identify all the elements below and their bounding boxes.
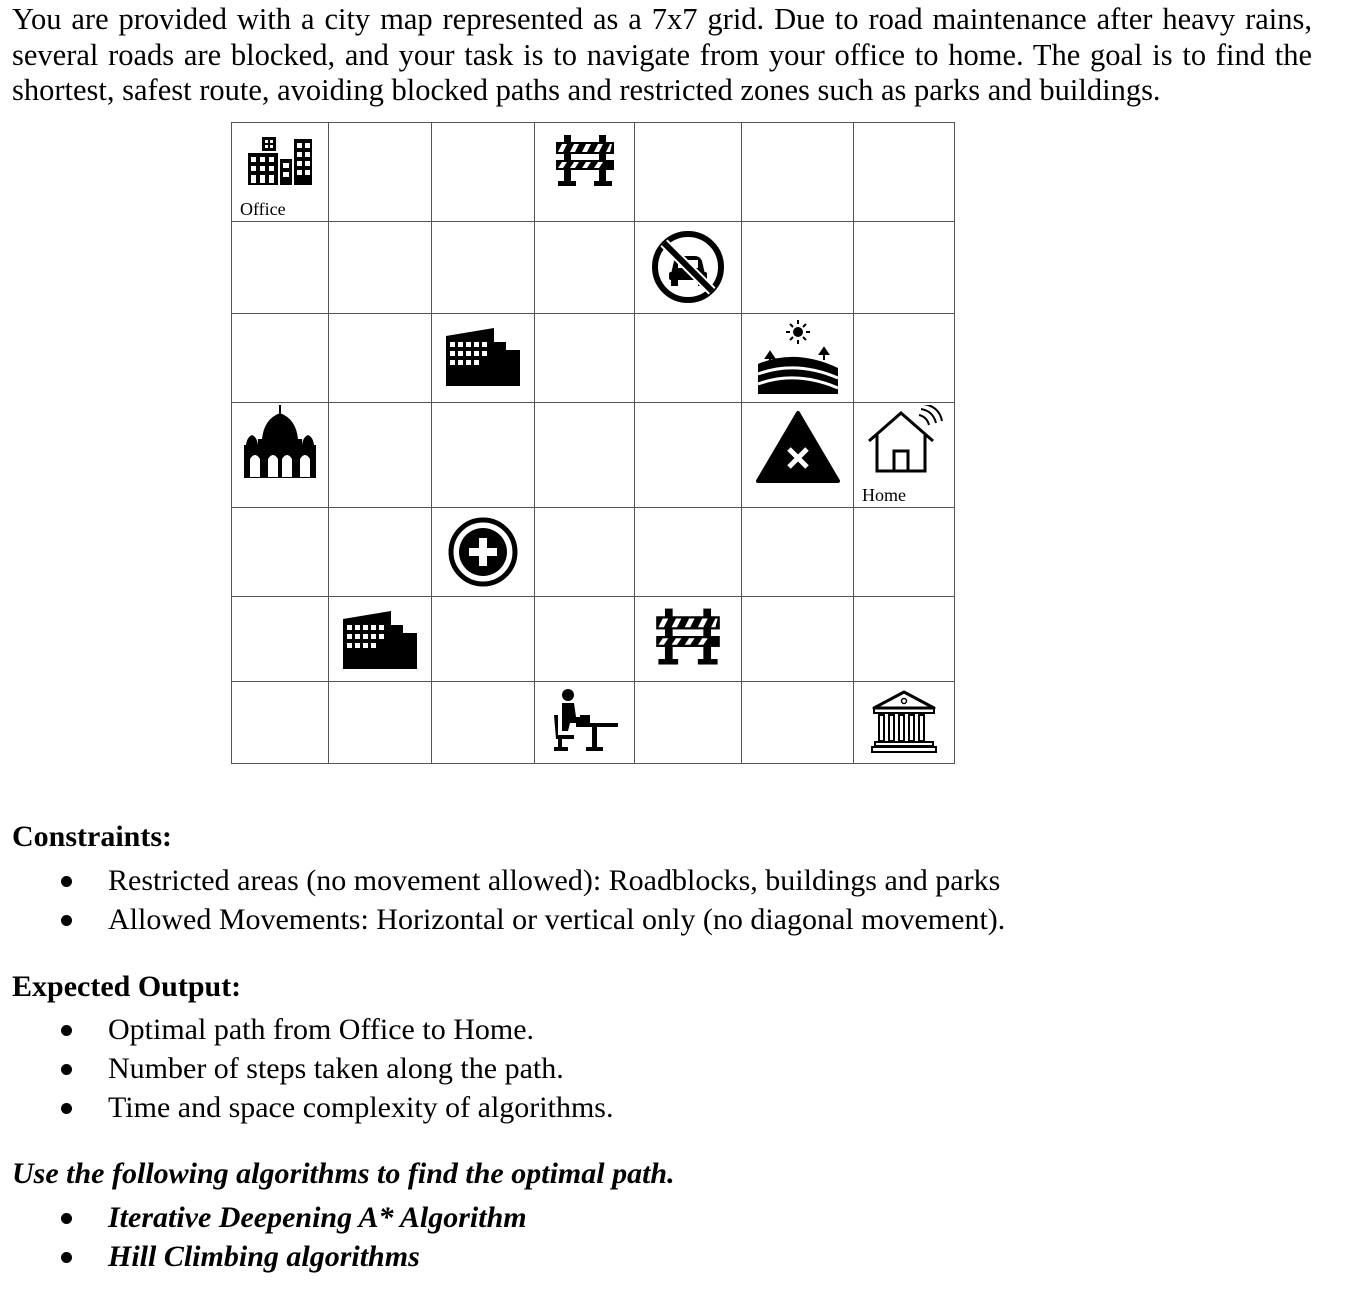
grid-cell-0-5 — [742, 123, 854, 222]
grid-cell-1-4 — [635, 222, 742, 314]
grid-cell-5-5 — [742, 597, 854, 682]
algorithms-list — [0, 1198, 527, 1276]
list-item: Allowed Movements: Horizontal or vertical only (no diagonal movement). — [0, 900, 1005, 939]
grid-cell-5-1 — [329, 597, 432, 682]
office-buildings-icon — [246, 135, 314, 187]
grid-cell-6-4 — [635, 682, 742, 764]
grid-cell-5-4 — [635, 597, 742, 682]
grid-cell-3-1 — [329, 403, 432, 508]
factory-building-icon — [341, 607, 419, 671]
grid-cell-2-5 — [742, 314, 854, 403]
grid-cell-0-4 — [635, 123, 742, 222]
grid-cell-1-5 — [742, 222, 854, 314]
grid-cell-4-2 — [432, 508, 535, 597]
grid-cell-4-4 — [635, 508, 742, 597]
list-item: Iterative Deepening A* Algorithm — [0, 1198, 527, 1237]
grid-cell-6-2 — [432, 682, 535, 764]
grid-cell-0-1 — [329, 123, 432, 222]
grid-cell-5-3 — [535, 597, 635, 682]
grid-cell-3-6 — [854, 403, 955, 508]
factory-building-icon — [444, 324, 522, 388]
home-icon — [863, 405, 945, 475]
hospital-plus-icon — [447, 516, 519, 588]
grid-cell-6-6 — [854, 682, 955, 764]
grid-cell-1-0 — [232, 222, 329, 314]
grid-cell-5-0 — [232, 597, 329, 682]
grid-cell-1-1 — [329, 222, 432, 314]
grid-cell-3-5 — [742, 403, 854, 508]
roadblock-icon — [654, 605, 722, 667]
grid-cell-2-4 — [635, 314, 742, 403]
expected-output-heading: Expected Output: — [12, 970, 242, 1003]
grid-cell-3-4 — [635, 403, 742, 508]
list-item: Hill Climbing algorithms — [0, 1237, 527, 1276]
intro-paragraph: You are provided with a city map represented as a 7x7 grid. Due to road maintenance after heavy rains, several roads are blocked, and your task is to navigate from your office to home. The goal is to find the shortest, safest route, avoiding blocked paths and restricted zones such as parks and buildings. — [12, 2, 1312, 107]
roadblock-icon — [554, 133, 616, 187]
grid-cell-0-3 — [535, 123, 635, 222]
algorithms-heading: Use the following algorithms to find the optimal path. — [12, 1157, 675, 1190]
grid-cell-2-0 — [232, 314, 329, 403]
grid-cell-0-2 — [432, 123, 535, 222]
list-item: Restricted areas (no movement allowed): Roadblocks, buildings and parks — [0, 861, 1005, 900]
list-item: Optimal path from Office to Home. — [0, 1010, 613, 1049]
grid-cell-4-0 — [232, 508, 329, 597]
grid-cell-6-1 — [329, 682, 432, 764]
park-field-icon — [756, 318, 840, 396]
grid-cell-1-2 — [432, 222, 535, 314]
grid-cell-5-6 — [854, 597, 955, 682]
grid-cell-3-2 — [432, 403, 535, 508]
grid-cell-4-3 — [535, 508, 635, 597]
person-at-desk-icon — [550, 687, 620, 753]
expected-output-list — [0, 1010, 613, 1127]
grid-cell-2-6 — [854, 314, 955, 403]
grid-cell-1-3 — [535, 222, 635, 314]
no-cars-icon — [651, 230, 725, 304]
grid-cell-4-5 — [742, 508, 854, 597]
grid-cell-2-1 — [329, 314, 432, 403]
list-item: Time and space complexity of algorithms. — [0, 1088, 613, 1127]
grid-cell-2-2 — [432, 314, 535, 403]
city-map-grid — [231, 122, 955, 764]
grid-cell-0-0 — [232, 123, 329, 222]
danger-triangle-icon — [755, 409, 841, 485]
grid-cell-5-2 — [432, 597, 535, 682]
grid-cell-6-5 — [742, 682, 854, 764]
grid-cell-0-6 — [854, 123, 955, 222]
constraints-heading: Constraints: — [12, 820, 173, 853]
grid-cell-1-6 — [854, 222, 955, 314]
grid-cell-6-0 — [232, 682, 329, 764]
constraints-list — [0, 861, 1005, 939]
grid-cell-3-3 — [535, 403, 635, 508]
grid-cell-4-6 — [854, 508, 955, 597]
mosque-icon — [242, 405, 318, 479]
grid-cell-2-3 — [535, 314, 635, 403]
bank-building-icon — [870, 688, 938, 754]
grid-cell-3-0 — [232, 403, 329, 508]
list-item: Number of steps taken along the path. — [0, 1049, 613, 1088]
home-label: Home — [862, 485, 906, 505]
office-label: Office — [240, 199, 286, 219]
grid-cell-6-3 — [535, 682, 635, 764]
grid-cell-4-1 — [329, 508, 432, 597]
